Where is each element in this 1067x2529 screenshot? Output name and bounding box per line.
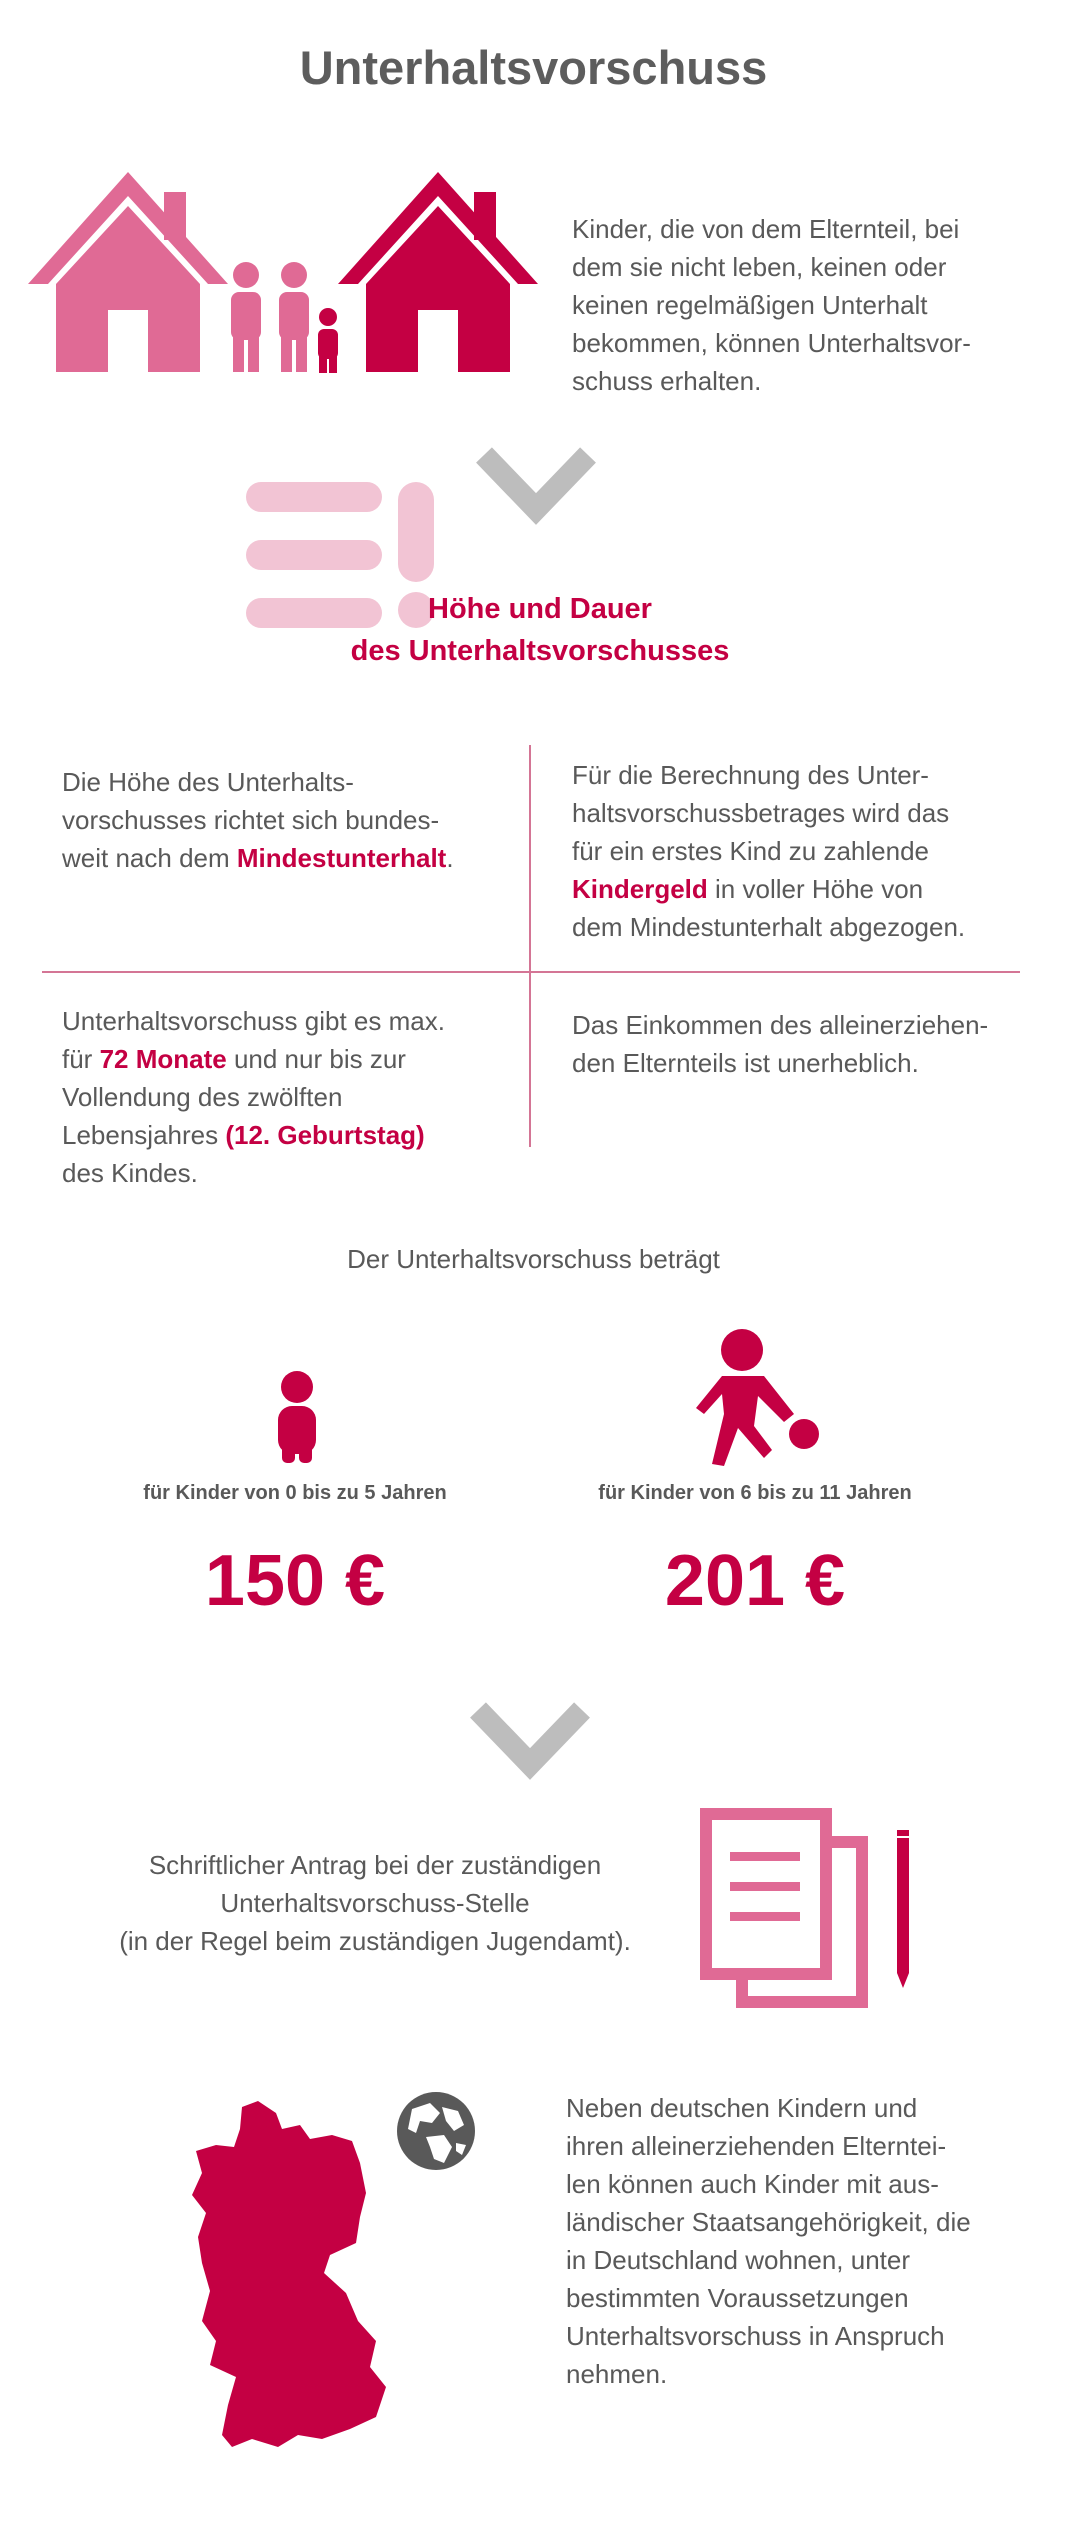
amount-value-older: 201 € xyxy=(664,1541,846,1621)
grid-horizontal-divider xyxy=(42,971,1020,973)
intro-text: Kinder, die von dem Elternteil, bei dem sie nicht leben, keinen oder keinen regelmäßigen Unterhalt bekommen, können Unterhaltsvor- schuss erhalten. xyxy=(572,214,971,396)
page-title: Unterhaltsvorschuss xyxy=(299,41,768,94)
grid-vertical-divider xyxy=(529,745,531,1147)
amount-intro: Der Unterhaltsvorschuss beträgt xyxy=(347,1244,720,1274)
section-heading: Höhe und Dauer des Unterhaltsvorschusses xyxy=(350,593,730,667)
family-icon xyxy=(231,262,309,372)
application-text: Schriftlicher Antrag bei der zuständigen Unterhaltsvorschuss-Stelle (in der Regel beim zuständigen Jugendamt). xyxy=(119,1850,631,1956)
foreign-children-text: Neben deutschen Kindern und ihren alleinerziehenden Elterntei- len können auch Kinder mit aus- ländischer Staatsangehörigkeit, die in Deutschland wohnen, unter bestimmten Voraussetzungen Unterhaltsvorschuss in Anspruch nehmen. xyxy=(566,2093,971,2389)
grid-cell-income: Das Einkommen des alleinerziehen- den Elternteils ist unerheblich. xyxy=(572,1010,989,1078)
pencil-icon xyxy=(897,1830,909,1988)
amount-label-young: für Kinder von 0 bis zu 5 Jahren xyxy=(143,1482,447,1504)
chevron-down-icon xyxy=(470,1702,590,1780)
amount-value-young: 150 € xyxy=(204,1541,386,1621)
house-icon-left xyxy=(28,172,228,372)
grid-cell-height: Die Höhe des Unterhalts- vorschusses richtet sich bundes- weit nach dem Mindestunterhalt. xyxy=(62,767,454,873)
family-houses-illustration xyxy=(28,172,538,382)
house-icon-right xyxy=(338,172,538,372)
child-football-icon xyxy=(694,1328,824,1468)
grid-cell-calculation: Für die Berechnung des Unter- haltsvorschussbetrages wird das für ein erstes Kind zu zahlende Kindergeld in voller Höhe von dem Mindestunterhalt abgezogen. xyxy=(572,760,966,942)
document-icon xyxy=(700,1808,925,2008)
toddler-icon xyxy=(272,1370,322,1465)
amount-label-older: für Kinder von 6 bis zu 11 Jahren xyxy=(598,1482,912,1504)
grid-cell-duration: Unterhaltsvorschuss gibt es max. für 72 Monate und nur bis zur Vollendung des zwölften Lebensjahres (12. Geburtstag) des Kindes. xyxy=(62,1006,445,1188)
globe-icon xyxy=(390,2085,482,2177)
chevron-down-icon xyxy=(476,447,596,525)
